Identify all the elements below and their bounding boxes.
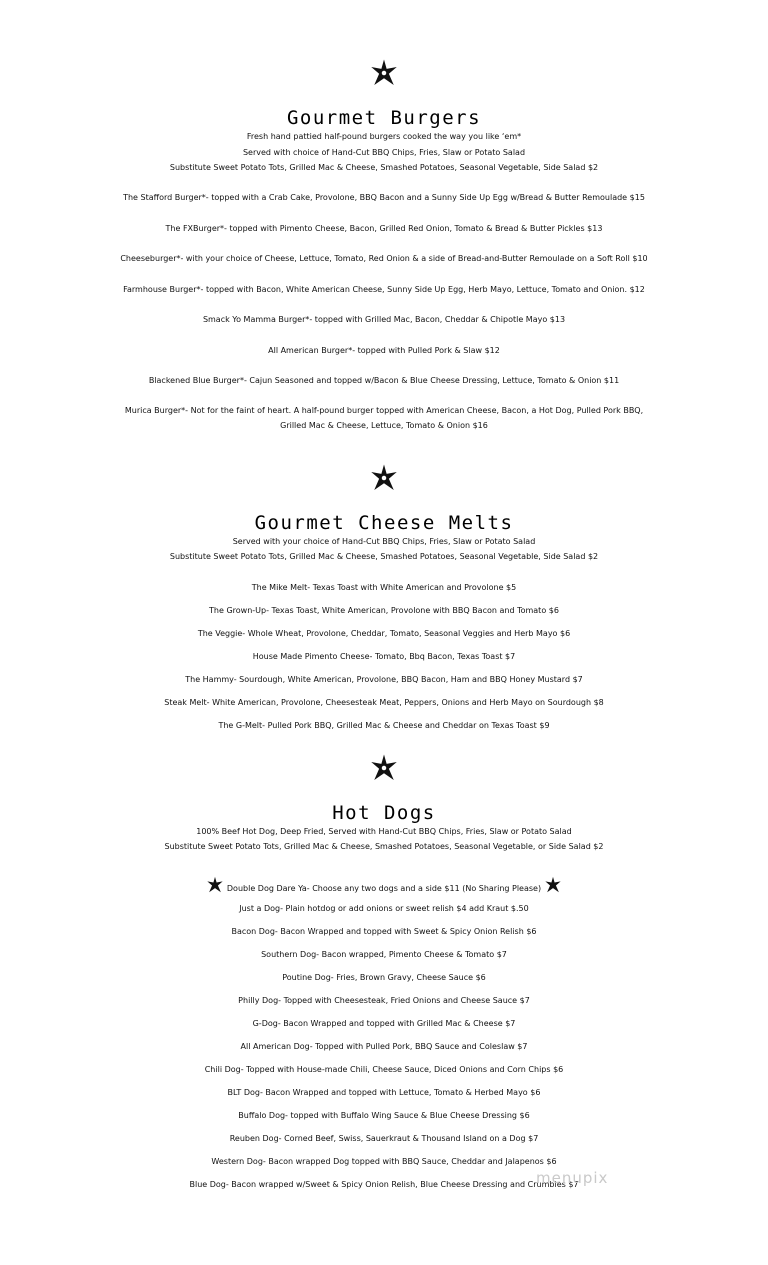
star-divider-icon <box>0 463 768 495</box>
melts-intro-line: Substitute Sweet Potato Tots, Grilled Mac & Cheese, Smashed Potatoes, Seasonal Vegetable, Side Salad $2 <box>169 552 599 561</box>
menu-item: House Made Pimento Cheese- Tomato, Bbq Bacon, Texas Toast $7 <box>252 652 516 661</box>
menu-item-continued: Grilled Mac & Cheese, Lettuce, Tomato & Onion $16 <box>280 421 488 430</box>
menu-item: Smack Yo Mamma Burger*- topped with Grilled Mac, Bacon, Cheddar & Chipotle Mayo $13 <box>202 315 566 324</box>
menu-item: The Grown-Up- Texas Toast, White American, Provolone with BBQ Bacon and Tomato $6 <box>209 606 559 615</box>
hotdogs-intro-line: Substitute Sweet Potato Tots, Grilled Mac & Cheese, Smashed Potatoes, Seasonal Vegetable, or Side Salad $2 <box>164 842 604 851</box>
menu-item: All American Burger*- topped with Pulled Pork & Slaw $12 <box>268 346 500 355</box>
menu-item: The FXBurger*- topped with Pimento Cheese, Bacon, Grilled Red Onion, Tomato & Bread & Butter Pickles $13 <box>165 224 603 233</box>
menu-item: Chili Dog- Topped with House-made Chili, Cheese Sauce, Diced Onions and Corn Chips $6 <box>204 1065 564 1074</box>
menu-item: BLT Dog- Bacon Wrapped and topped with Lettuce, Tomato & Herbed Mayo $6 <box>227 1088 541 1097</box>
star-icon <box>544 876 562 894</box>
section-title-melts: Gourmet Cheese Melts <box>254 512 514 534</box>
burgers-intro-line: Substitute Sweet Potato Tots, Grilled Mac & Cheese, Smashed Potatoes, Seasonal Vegetable, Side Salad $2 <box>169 163 599 172</box>
menu-item: Southern Dog- Bacon wrapped, Pimento Cheese & Tomato $7 <box>261 950 507 959</box>
menu-item: Steak Melt- White American, Provolone, Cheesesteak Meat, Peppers, Onions and Herb Mayo on Sourdough $8 <box>164 698 604 707</box>
menu-item: G-Dog- Bacon Wrapped and topped with Grilled Mac & Cheese $7 <box>252 1019 516 1028</box>
menu-item: The G-Melt- Pulled Pork BBQ, Grilled Mac & Cheese and Cheddar on Texas Toast $9 <box>218 721 550 730</box>
menu-item: Philly Dog- Topped with Cheesesteak, Fried Onions and Cheese Sauce $7 <box>238 996 530 1005</box>
menu-item: Blackened Blue Burger*- Cajun Seasoned and topped w/Bacon & Blue Cheese Dressing, Lettuce, Tomato & Onion $11 <box>148 376 620 385</box>
burgers-intro-line: Served with choice of Hand-Cut BBQ Chips, Fries, Slaw or Potato Salad <box>242 148 526 157</box>
menu-item: Poutine Dog- Fries, Brown Gravy, Cheese Sauce $6 <box>282 973 486 982</box>
featured-item-text: Double Dog Dare Ya- Choose any two dogs and a side $11 (No Sharing Please) <box>226 884 542 893</box>
star-divider-icon <box>0 58 768 90</box>
menu-item: Buffalo Dog- topped with Buffalo Wing Sauce & Blue Cheese Dressing $6 <box>238 1111 530 1120</box>
watermark: menupix <box>536 1169 609 1187</box>
section-title-burgers: Gourmet Burgers <box>286 107 482 129</box>
menu-item: Cheeseburger*- with your choice of Cheese, Lettuce, Tomato, Red Onion & a side of Bread-and-Butter Remoulade on a Soft Roll $10 <box>120 254 648 263</box>
menu-item: The Stafford Burger*- topped with a Crab Cake, Provolone, BBQ Bacon and a Sunny Side Up Egg w/Bread & Butter Remoulade $15 <box>123 193 645 202</box>
hotdogs-intro-line: 100% Beef Hot Dog, Deep Fried, Served with Hand-Cut BBQ Chips, Fries, Slaw or Potato Salad <box>196 827 572 836</box>
featured-item <box>0 876 768 897</box>
menu-item: All American Dog- Topped with Pulled Pork, BBQ Sauce and Coleslaw $7 <box>240 1042 528 1051</box>
menu-item: Just a Dog- Plain hotdog or add onions or sweet relish $4 add Kraut $.50 <box>239 904 529 913</box>
star-divider-icon <box>0 753 768 785</box>
burgers-intro-line: Fresh hand pattied half-pound burgers cooked the way you like ‘em* <box>246 132 522 141</box>
menu-item: Blue Dog- Bacon wrapped w/Sweet & Spicy Onion Relish, Blue Cheese Dressing and Crumbles $7 <box>189 1180 579 1189</box>
section-title-hotdogs: Hot Dogs <box>332 802 436 824</box>
menu-item: The Hammy- Sourdough, White American, Provolone, BBQ Bacon, Ham and BBQ Honey Mustard $7 <box>185 675 583 684</box>
menu-item: Reuben Dog- Corned Beef, Swiss, Sauerkraut & Thousand Island on a Dog $7 <box>229 1134 539 1143</box>
menu-item: Western Dog- Bacon wrapped Dog topped with BBQ Sauce, Cheddar and Jalapenos $6 <box>211 1157 557 1166</box>
melts-intro-line: Served with your choice of Hand-Cut BBQ Chips, Fries, Slaw or Potato Salad <box>232 537 536 546</box>
menu-item: Bacon Dog- Bacon Wrapped and topped with Sweet & Spicy Onion Relish $6 <box>231 927 537 936</box>
menu-item: Murica Burger*- Not for the faint of heart. A half-pound burger topped with American Cheese, Bacon, a Hot Dog, Pulled Pork BBQ, <box>124 406 644 415</box>
menu-item: Farmhouse Burger*- topped with Bacon, White American Cheese, Sunny Side Up Egg, Herb Mayo, Lettuce, Tomato and Onion. $12 <box>123 285 645 294</box>
menu-item: The Mike Melt- Texas Toast with White American and Provolone $5 <box>251 583 517 592</box>
star-icon <box>206 876 224 894</box>
menu-item: The Veggie- Whole Wheat, Provolone, Cheddar, Tomato, Seasonal Veggies and Herb Mayo $6 <box>197 629 571 638</box>
